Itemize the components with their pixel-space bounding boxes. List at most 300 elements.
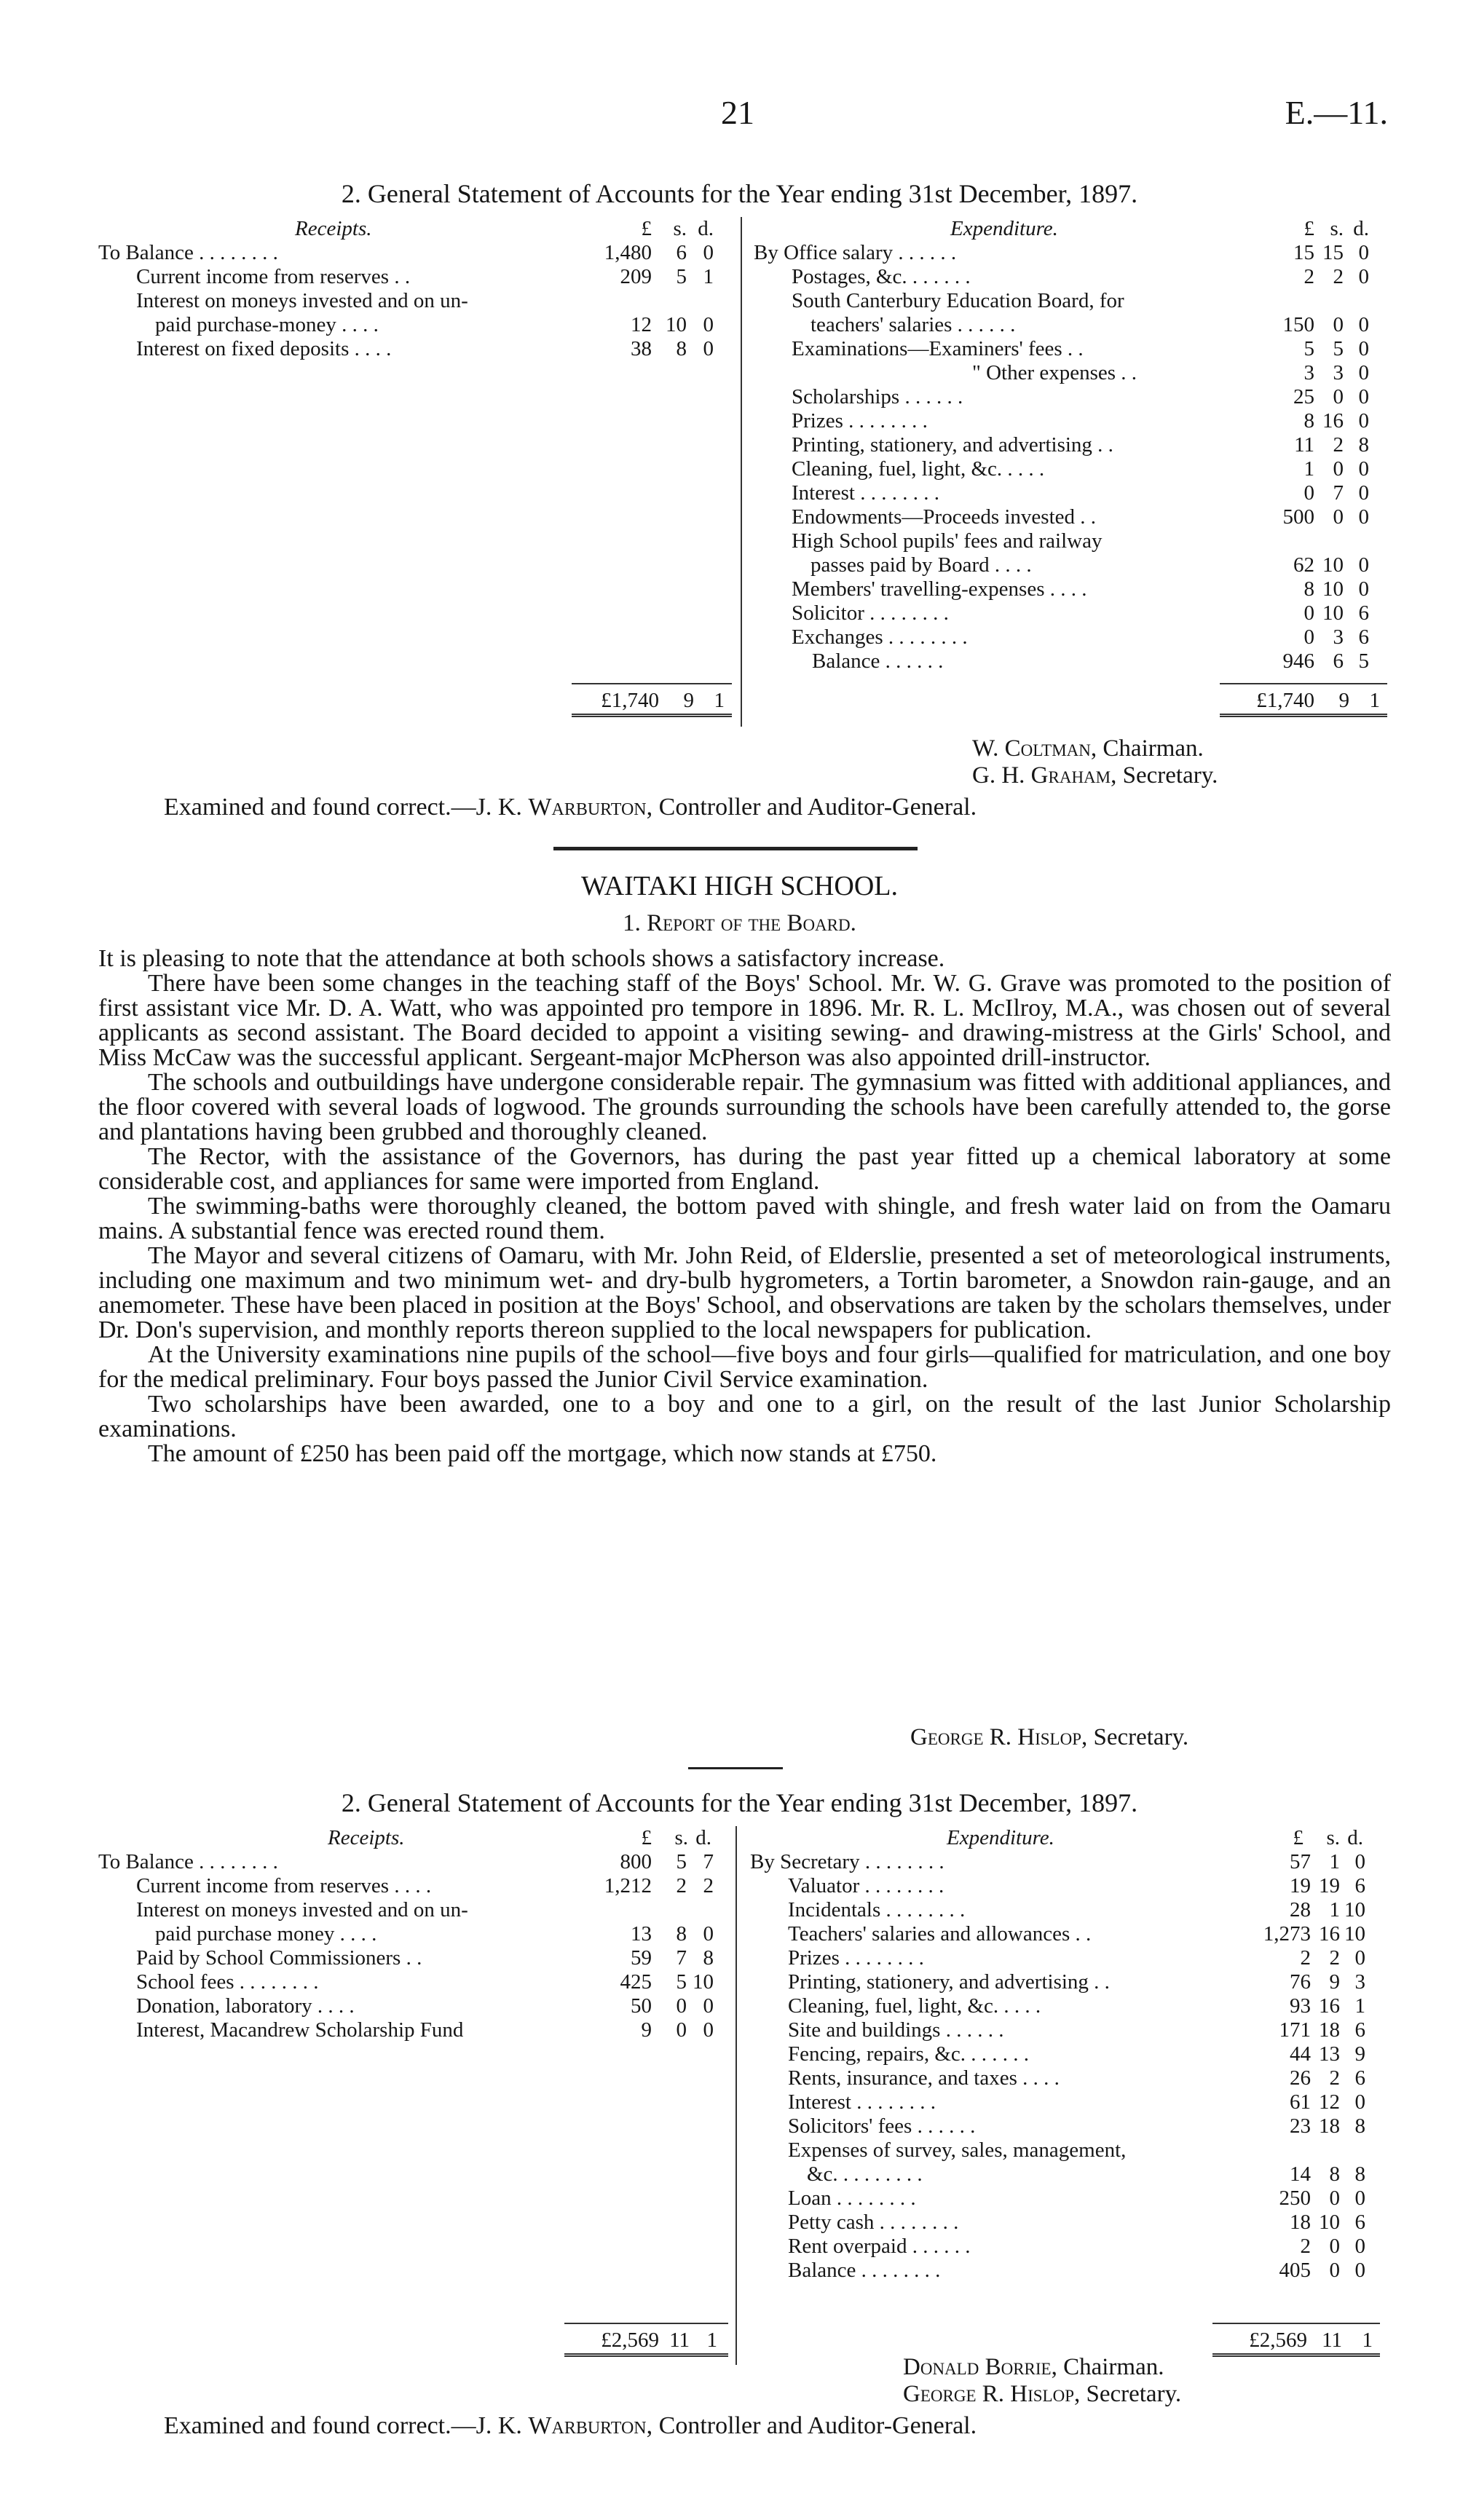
pence-value: 0 — [703, 1922, 714, 1946]
shillings-value: 3 — [1333, 625, 1344, 649]
pence-value: 10 — [693, 1970, 714, 1994]
pounds-value: 19 — [1290, 1874, 1311, 1897]
row-label: Exchanges . . . . . . . . — [792, 625, 968, 649]
row-label: Current income from reserves . . . . — [136, 1874, 432, 1897]
receipts-row — [98, 1970, 728, 1994]
expenditure-row — [750, 1922, 1391, 1946]
pounds-value: 44 — [1290, 2042, 1311, 2066]
row-label: Rents, insurance, and taxes . . . . — [788, 2066, 1060, 2090]
row-label: paid purchase money . . . . — [155, 1922, 377, 1946]
row-label: To Balance . . . . . . . . — [98, 1850, 278, 1873]
row-label: Solicitor . . . . . . . . — [792, 601, 949, 625]
receipts-total-shillings: 9 — [683, 689, 694, 712]
report-subtitle: 1. Report of the Board. — [623, 910, 856, 936]
pounds-value: 93 — [1290, 1994, 1311, 2018]
pounds-value: 209 — [620, 265, 652, 288]
pence-value: 0 — [1358, 337, 1369, 360]
pence-value: 1 — [1354, 1994, 1365, 2018]
pounds-value: 8 — [1304, 577, 1314, 601]
pounds-value: 57 — [1290, 1850, 1311, 1873]
row-label: Printing, stationery, and advertising . . — [788, 1970, 1110, 1994]
row-label: Paid by School Commissioners . . — [136, 1946, 422, 1970]
shillings-value: 10 — [1322, 577, 1344, 601]
expenditure-column — [750, 1826, 1391, 2352]
row-label: Members' travelling-expenses . . . . — [792, 577, 1087, 601]
shillings-value: 13 — [1319, 2042, 1340, 2066]
pence-value: 0 — [1358, 313, 1369, 336]
expenditure-row — [750, 2187, 1391, 2211]
expenditure-row — [750, 2162, 1391, 2187]
page-header — [0, 93, 1479, 137]
pounds-value: 38 — [631, 337, 652, 360]
pence-heading: d. — [1347, 1826, 1363, 1849]
expenditure-row — [750, 1970, 1391, 1994]
report-paragraph: There have been some changes in the teaching staff of the Boys' School. Mr. W. G. Grave was promoted to the position of first assistant vice Mr. D. A. Watt, who was appointed pro tempore in 1896. Mr. R. L. McIlroy, M.A., was chosen out of several applicants as second assistant. The Board decided to appoint a visiting sewing- and drawing-mistress at the Girls' School, and Miss McCaw was the successful applicant. Sergeant-major McPherson was also appointed drill-instructor. — [98, 970, 1391, 1071]
pence-value: 8 — [1354, 2162, 1365, 2186]
expenditure-row — [754, 433, 1395, 457]
pounds-value: 946 — [1282, 649, 1314, 673]
pounds-value: 8 — [1304, 409, 1314, 432]
receipts-total — [564, 2329, 728, 2353]
receipts-row — [98, 289, 732, 313]
pence-value: 0 — [1354, 2187, 1365, 2210]
pounds-value: 26 — [1290, 2066, 1311, 2090]
expenditure-row — [754, 385, 1395, 409]
shillings-value: 5 — [676, 265, 687, 288]
pence-value: 0 — [1358, 553, 1369, 577]
pence-value: 0 — [1354, 1850, 1365, 1873]
report-paragraph: Two scholarships have been awarded, one to a boy and one to a girl, on the result of the last Junior Scholarship examinations. — [98, 1391, 1391, 1442]
shillings-value: 8 — [676, 1922, 687, 1946]
row-label: teachers' salaries . . . . . . — [811, 313, 1016, 336]
shillings-value: 10 — [666, 313, 687, 336]
report-paragraph: It is pleasing to note that the attendance at both schools shows a satisfactory increase. — [98, 945, 945, 972]
row-label: Cleaning, fuel, light, &c. . . . . — [788, 1994, 1041, 2018]
pounds-value: 18 — [1290, 2211, 1311, 2234]
shillings-value: 0 — [1329, 2187, 1340, 2210]
pounds-value: 50 — [631, 1994, 652, 2018]
shillings-value: 5 — [676, 1850, 687, 1873]
receipts-total-shillings: 11 — [669, 2329, 690, 2352]
pence-value: 0 — [703, 2018, 714, 2042]
statement1-accounts — [98, 217, 1395, 741]
statement1-title: 2. General Statement of Accounts for the Year ending 31st December, 1897. — [341, 179, 1138, 208]
receipts-rows — [98, 241, 732, 361]
row-label: School fees . . . . . . . . — [136, 1970, 319, 1994]
row-label: Donation, laboratory . . . . — [136, 1994, 355, 2018]
receipts-row — [98, 241, 732, 265]
shillings-value: 2 — [1333, 433, 1344, 457]
statement2-accounts — [98, 1826, 1395, 2379]
pence-value: 10 — [1344, 1898, 1365, 1921]
pounds-value: 0 — [1304, 625, 1314, 649]
shillings-value: 0 — [1333, 385, 1344, 408]
shillings-value: 16 — [1322, 409, 1344, 432]
shillings-value: 9 — [1329, 1970, 1340, 1994]
receipts-row — [98, 313, 732, 337]
pence-value: 0 — [1358, 265, 1369, 288]
statement2-signature-chairman: Donald Borrie, Chairman. — [903, 2354, 1164, 2380]
pence-value: 10 — [1344, 1922, 1365, 1946]
report-paragraph: The Rector, with the assistance of the Governors, has during the past year fitted up a chemical laboratory at some considerable cost, and appliances for same were imported from England. — [98, 1143, 1391, 1195]
expenditure-header — [750, 1826, 1391, 1850]
receipts-heading: Receipts. — [328, 1826, 405, 1849]
row-label: Loan . . . . . . . . — [788, 2187, 916, 2210]
shillings-value: 2 — [676, 1874, 687, 1897]
shillings-value: 15 — [1322, 241, 1344, 264]
receipts-row — [98, 1898, 728, 1922]
receipts-column — [98, 1826, 728, 2352]
row-label: Interest . . . . . . . . — [792, 481, 939, 505]
receipts-row — [98, 1874, 728, 1898]
expenditure-total-shillings: 9 — [1338, 689, 1349, 712]
pounds-value: 500 — [1282, 505, 1314, 529]
report-paragraph: The schools and outbuildings have undergone considerable repair. The gymnasium was fitted with additional appliances, and the floor covered with several loads of logwood. The grounds surrounding the schools have been carefully attended to, the gorse and plantations having been grubbed and thoroughly cleaned. — [98, 1069, 1391, 1145]
pounds-value: 250 — [1279, 2187, 1311, 2210]
pence-value: 8 — [1354, 2114, 1365, 2138]
expenditure-row — [750, 2018, 1391, 2042]
shillings-value: 6 — [1333, 649, 1344, 673]
expenditure-row — [750, 2235, 1391, 2259]
expenditure-total — [1212, 2329, 1380, 2353]
expenditure-row — [750, 2066, 1391, 2090]
receipts-column — [98, 217, 732, 712]
pence-value: 0 — [1358, 481, 1369, 505]
expenditure-row — [750, 1874, 1391, 1898]
row-label: Expenses of survey, sales, management, — [788, 2138, 1127, 2162]
expenditure-row — [754, 505, 1395, 529]
page-number: 21 — [721, 94, 754, 131]
pounds-value: 25 — [1293, 385, 1314, 408]
row-label: Balance . . . . . . — [812, 649, 944, 673]
pounds-value: 150 — [1282, 313, 1314, 336]
receipts-row — [98, 1946, 728, 1970]
row-label: Valuator . . . . . . . . — [788, 1874, 944, 1897]
pence-value: 0 — [703, 337, 714, 360]
expenditure-row — [750, 2042, 1391, 2066]
row-label: By Secretary . . . . . . . . — [750, 1850, 944, 1873]
expenditure-row — [750, 2138, 1391, 2162]
expenditure-row — [754, 553, 1395, 577]
row-label: To Balance . . . . . . . . — [98, 241, 278, 264]
expenditure-total-shillings: 11 — [1322, 2329, 1342, 2352]
section-divider — [553, 847, 918, 850]
shillings-value: 0 — [676, 1994, 687, 2018]
pounds-value: 425 — [620, 1970, 652, 1994]
pence-heading: d. — [1353, 217, 1369, 240]
expenditure-row — [754, 577, 1395, 601]
shillings-value: 0 — [1333, 457, 1344, 481]
shillings-value: 10 — [1322, 553, 1344, 577]
receipts-row — [98, 337, 732, 361]
receipts-row — [98, 265, 732, 289]
row-label: Postages, &c. . . . . . . — [792, 265, 971, 288]
pence-value: 0 — [1354, 1946, 1365, 1970]
shillings-value: 2 — [1333, 265, 1344, 288]
expenditure-row — [750, 2259, 1391, 2283]
shillings-value: 8 — [1329, 2162, 1340, 2186]
pence-value: 0 — [1358, 241, 1369, 264]
expenditure-header — [754, 217, 1395, 241]
pounds-value: 14 — [1290, 2162, 1311, 2186]
shillings-value: 18 — [1319, 2018, 1340, 2042]
pounds-heading: £ — [641, 217, 652, 240]
pence-heading: d. — [695, 1826, 711, 1849]
receipts-rows — [98, 1850, 728, 2042]
receipts-header — [98, 217, 732, 241]
expenditure-row — [754, 241, 1395, 265]
shillings-value: 0 — [1333, 505, 1344, 529]
shillings-value: 8 — [676, 337, 687, 360]
expenditure-row — [754, 337, 1395, 361]
receipts-total-pence: 1 — [706, 2329, 717, 2352]
row-label: passes paid by Board . . . . — [811, 553, 1032, 577]
pounds-value: 1,273 — [1263, 1922, 1311, 1946]
row-label: Site and buildings . . . . . . — [788, 2018, 1004, 2042]
row-label: Interest on moneys invested and on un- — [136, 1898, 468, 1921]
expenditure-row — [754, 409, 1395, 433]
pounds-value: 9 — [641, 2018, 652, 2042]
shillings-value: 0 — [1329, 2259, 1340, 2282]
expenditure-row — [750, 1946, 1391, 1970]
row-label: Interest on moneys invested and on un- — [136, 289, 468, 312]
shillings-value: 7 — [1333, 481, 1344, 505]
pounds-value: 61 — [1290, 2090, 1311, 2114]
statement2-signature-secretary: George R. Hislop, Secretary. — [903, 2381, 1182, 2407]
pence-value: 6 — [1354, 1874, 1365, 1897]
shillings-value: 10 — [1319, 2211, 1340, 2234]
pence-value: 0 — [1358, 577, 1369, 601]
shillings-value: 0 — [1333, 313, 1344, 336]
expenditure-total-pounds: £1,740 — [1256, 689, 1314, 712]
pounds-value: 13 — [631, 1922, 652, 1946]
row-label: High School pupils' fees and railway — [792, 529, 1103, 553]
shillings-value: 1 — [1329, 1898, 1340, 1921]
row-label: &c. . . . . . . . . — [807, 2162, 923, 2186]
expenditure-heading: Expenditure. — [950, 217, 1058, 240]
pence-value: 0 — [1358, 505, 1369, 529]
pounds-value: 59 — [631, 1946, 652, 1970]
expenditure-row — [750, 1994, 1391, 2018]
pence-value: 8 — [703, 1946, 714, 1970]
pounds-value: 28 — [1290, 1898, 1311, 1921]
pounds-value: 2 — [1300, 1946, 1311, 1970]
expenditure-row — [754, 289, 1395, 313]
pence-value: 5 — [1358, 649, 1369, 673]
row-label: " Other expenses . . — [972, 361, 1137, 384]
pence-value: 0 — [1358, 457, 1369, 481]
statement1-signature-chairman: W. Coltman, Chairman. — [972, 735, 1204, 762]
board-report — [98, 947, 1391, 1466]
pounds-value: 0 — [1304, 601, 1314, 625]
pounds-value: 800 — [620, 1850, 652, 1873]
shillings-value: 5 — [676, 1970, 687, 1994]
receipts-total-pounds: £1,740 — [601, 689, 659, 712]
pence-value: 9 — [1354, 2042, 1365, 2066]
pence-value: 2 — [703, 1874, 714, 1897]
row-label: Examinations—Examiners' fees . . — [792, 337, 1084, 360]
expenditure-row — [754, 529, 1395, 553]
receipts-row — [98, 2018, 728, 2042]
row-label: South Canterbury Education Board, for — [792, 289, 1124, 312]
shillings-value: 2 — [1329, 1946, 1340, 1970]
pence-value: 0 — [1358, 361, 1369, 384]
pounds-value: 171 — [1279, 2018, 1311, 2042]
pounds-value: 1 — [1304, 457, 1314, 481]
pounds-value: 62 — [1293, 553, 1314, 577]
pounds-value: 405 — [1279, 2259, 1311, 2282]
expenditure-row — [750, 1850, 1391, 1874]
receipts-row — [98, 1850, 728, 1874]
row-label: Scholarships . . . . . . — [792, 385, 963, 408]
pence-value: 0 — [703, 313, 714, 336]
expenditure-total-pounds: £2,569 — [1249, 2329, 1307, 2352]
shillings-value: 3 — [1333, 361, 1344, 384]
shillings-heading: s. — [1330, 217, 1344, 240]
pounds-value: 76 — [1290, 1970, 1311, 1994]
receipts-row — [98, 1922, 728, 1946]
row-label: Prizes . . . . . . . . — [792, 409, 928, 432]
pence-value: 0 — [1358, 409, 1369, 432]
report-paragraph: The Mayor and several citizens of Oamaru, with Mr. John Reid, of Elderslie, presented a set of meteorological instruments, including one maximum and two minimum wet- and dry-bulb hygrometers, a Tortin barometer, a Snowdon rain-gauge, and an anemometer. These have been placed in position at the Boys' School, and observations are taken by the scholars themselves, under Dr. Don's supervision, and monthly reports thereon supplied to the local newspapers for publication. — [98, 1242, 1391, 1343]
expenditure-row — [754, 625, 1395, 649]
receipts-total — [572, 689, 732, 713]
pounds-value: 5 — [1304, 337, 1314, 360]
shillings-value: 5 — [1333, 337, 1344, 360]
expenditure-row — [754, 649, 1395, 674]
expenditure-row — [754, 457, 1395, 481]
row-label: Current income from reserves . . — [136, 265, 411, 288]
shillings-value: 6 — [676, 241, 687, 264]
shillings-value: 16 — [1319, 1994, 1340, 2018]
pounds-value: 0 — [1304, 481, 1314, 505]
shillings-value: 7 — [676, 1946, 687, 1970]
statement2-title: 2. General Statement of Accounts for the Year ending 31st December, 1897. — [341, 1788, 1138, 1817]
pence-value: 0 — [1354, 2090, 1365, 2114]
expenditure-rows — [750, 1850, 1391, 2283]
expenditure-total-pence: 1 — [1369, 689, 1380, 712]
shillings-value: 10 — [1322, 601, 1344, 625]
pounds-value: 2 — [1300, 2235, 1311, 2258]
expenditure-row — [750, 2090, 1391, 2114]
receipts-total-pounds: £2,569 — [601, 2329, 659, 2352]
expenditure-row — [754, 361, 1395, 385]
pounds-value: 15 — [1293, 241, 1314, 264]
pence-value: 6 — [1354, 2211, 1365, 2234]
pence-value: 7 — [703, 1850, 714, 1873]
expenditure-total-pence: 1 — [1362, 2329, 1373, 2352]
receipts-heading: Receipts. — [295, 217, 372, 240]
pounds-heading: £ — [1293, 1826, 1304, 1849]
row-label: Teachers' salaries and allowances . . — [788, 1922, 1092, 1946]
row-label: Petty cash . . . . . . . . — [788, 2211, 959, 2234]
statement1-examined: Examined and found correct.—J. K. Warburton, Controller and Auditor-General. — [164, 794, 977, 821]
row-label: Cleaning, fuel, light, &c. . . . . — [792, 457, 1045, 481]
pence-value: 0 — [1358, 385, 1369, 408]
row-label: paid purchase-money . . . . — [155, 313, 379, 336]
report-signature: George R. Hislop, Secretary. — [910, 1724, 1189, 1750]
row-label: Fencing, repairs, &c. . . . . . . — [788, 2042, 1030, 2066]
pence-value: 6 — [1354, 2018, 1365, 2042]
pounds-value: 2 — [1304, 265, 1314, 288]
expenditure-column — [754, 217, 1395, 712]
shillings-value: 12 — [1319, 2090, 1340, 2114]
pence-value: 6 — [1358, 601, 1369, 625]
pounds-heading: £ — [1304, 217, 1314, 240]
section-divider — [688, 1767, 783, 1769]
pounds-value: 1,212 — [604, 1874, 652, 1897]
pence-value: 6 — [1354, 2066, 1365, 2090]
pounds-value: 11 — [1294, 433, 1314, 457]
pence-value: 6 — [1358, 625, 1369, 649]
pence-value: 0 — [1354, 2259, 1365, 2282]
expenditure-rows — [754, 241, 1395, 674]
row-label: Interest . . . . . . . . — [788, 2090, 936, 2114]
expenditure-row — [750, 2114, 1391, 2138]
shillings-value: 0 — [1329, 2235, 1340, 2258]
report-paragraph: The swimming-baths were thoroughly cleaned, the bottom paved with shingle, and fresh water laid on from the Oamaru mains. A substantial fence was erected round them. — [98, 1193, 1391, 1244]
shillings-heading: s. — [1326, 1826, 1340, 1849]
expenditure-row — [754, 265, 1395, 289]
pence-value: 1 — [703, 265, 714, 288]
expenditure-heading: Expenditure. — [947, 1826, 1054, 1849]
row-label: Interest on fixed deposits . . . . — [136, 337, 392, 360]
row-label: Rent overpaid . . . . . . — [788, 2235, 971, 2258]
receipts-total-pence: 1 — [714, 689, 725, 712]
pounds-value: 3 — [1304, 361, 1314, 384]
expenditure-row — [754, 601, 1395, 625]
shillings-heading: s. — [673, 217, 687, 240]
report-paragraph: At the University examinations nine pupils of the school—five boys and four girls—qualified for matriculation, and one boy for the medical preliminary. Four boys passed the Junior Civil Service examination. — [98, 1341, 1391, 1393]
receipts-row — [98, 1994, 728, 2018]
shillings-value: 1 — [1329, 1850, 1340, 1873]
pounds-value: 1,480 — [604, 241, 652, 264]
school-title: WAITAKI HIGH SCHOOL. — [581, 871, 898, 901]
row-label: Balance . . . . . . . . — [788, 2259, 941, 2282]
row-label: Printing, stationery, and advertising . . — [792, 433, 1113, 457]
pence-value: 0 — [703, 241, 714, 264]
pounds-heading: £ — [641, 1826, 652, 1849]
expenditure-row — [750, 1898, 1391, 1922]
pounds-value: 12 — [631, 313, 652, 336]
receipts-header — [98, 1826, 728, 1850]
shillings-value: 19 — [1319, 1874, 1340, 1897]
row-label: Incidentals . . . . . . . . — [788, 1898, 966, 1921]
shillings-value: 18 — [1319, 2114, 1340, 2138]
pounds-value: 23 — [1290, 2114, 1311, 2138]
row-label: Endowments—Proceeds invested . . — [792, 505, 1097, 529]
expenditure-total — [1220, 689, 1387, 713]
statement1-signature-secretary: G. H. Graham, Secretary. — [972, 762, 1218, 789]
row-label: Solicitors' fees . . . . . . — [788, 2114, 976, 2138]
shillings-value: 2 — [1329, 2066, 1340, 2090]
report-paragraph: The amount of £250 has been paid off the mortgage, which now stands at £750. — [148, 1440, 937, 1467]
expenditure-row — [754, 481, 1395, 505]
expenditure-row — [754, 313, 1395, 337]
page-reference: E.—11. — [1285, 94, 1388, 131]
pence-heading: d. — [698, 217, 714, 240]
statement2-examined: Examined and found correct.—J. K. Warburton, Controller and Auditor-General. — [164, 2412, 977, 2439]
pence-value: 8 — [1358, 433, 1369, 457]
shillings-value: 0 — [676, 2018, 687, 2042]
row-label: By Office salary . . . . . . — [754, 241, 957, 264]
column-divider — [741, 217, 742, 727]
row-label: Prizes . . . . . . . . — [788, 1946, 924, 1970]
pence-value: 3 — [1354, 1970, 1365, 1994]
pence-value: 0 — [703, 1994, 714, 2018]
pence-value: 0 — [1354, 2235, 1365, 2258]
shillings-heading: s. — [674, 1826, 688, 1849]
